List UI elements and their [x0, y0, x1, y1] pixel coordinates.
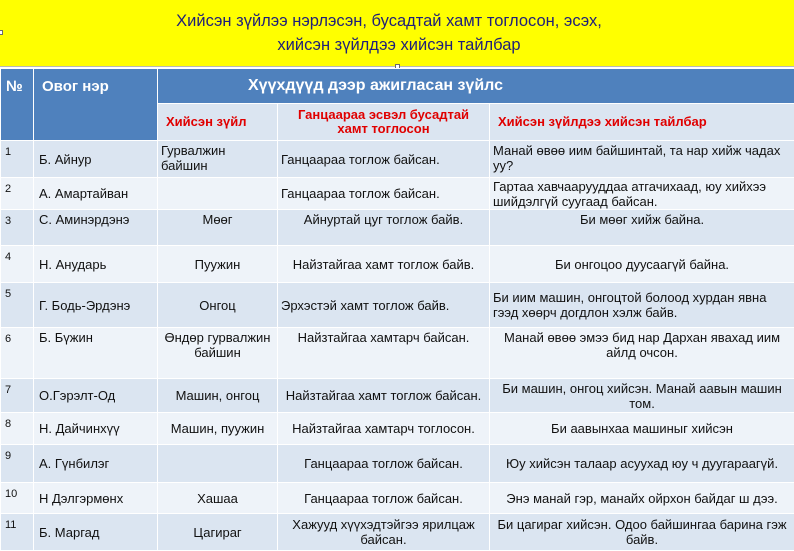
row-number: 6 — [1, 328, 34, 379]
partner-cell: Хажууд хүүхэдтэйгээ ярилцаж байсан. — [278, 514, 490, 551]
header-row — [1, 69, 794, 104]
activity-cell: Мөөг — [158, 210, 278, 246]
title-banner — [0, 0, 794, 67]
partner-cell: Айнуртай цуг тоглож байв. — [278, 210, 490, 246]
explanation-cell: Би онгоцоо дуусаагүй байна. — [490, 246, 794, 283]
child-name: Г. Бодь-Эрдэнэ — [34, 283, 158, 328]
row-number: 2 — [1, 178, 34, 210]
explanation-cell: Би иим машин, онгоцтой болоод хурдан явна гээд хөөрч догдлон хэлж байв. — [490, 283, 794, 328]
row-number: 4 — [1, 246, 34, 283]
explanation-cell: Би аавынхаа машиныг хийсэн — [490, 413, 794, 445]
partner-cell: Ганцаараа тоглож байсан. — [278, 178, 490, 210]
activity-cell: Өндөр гурвалжин байшин — [158, 328, 278, 379]
child-name: Н Дэлгэрмөнх — [34, 483, 158, 514]
activity-cell: Цагираг — [158, 514, 278, 551]
activity-cell: Хашаа — [158, 483, 278, 514]
table-row — [1, 210, 794, 246]
column-header-activity: Хийсэн зүйл — [158, 104, 278, 141]
child-name: А. Гүнбилэг — [34, 445, 158, 483]
activity-cell — [158, 445, 278, 483]
table-row — [1, 283, 794, 328]
table-row — [1, 246, 794, 283]
row-number: 10 — [1, 483, 34, 514]
explanation-cell: Би цагираг хийсэн. Одоо байшингаа барина гэж байв. — [490, 514, 794, 551]
row-number: 3 — [1, 210, 34, 246]
partner-cell: Найзтайгаа хамт тоглож байсан. — [278, 379, 490, 413]
row-number: 7 — [1, 379, 34, 413]
activity-cell: Пуужин — [158, 246, 278, 283]
explanation-cell: Би машин, онгоц хийсэн. Манай аавын машин том. — [490, 379, 794, 413]
explanation-cell: Гартаа хавчаарууддаа атгачихаад, юу хийхээ шийдэлгүй суугаад байсан. — [490, 178, 794, 210]
row-number: 5 — [1, 283, 34, 328]
child-name: Б. Айнур — [34, 141, 158, 178]
table-row — [1, 413, 794, 445]
activity-cell: Гурвалжин байшин — [158, 141, 278, 178]
table-row — [1, 141, 794, 178]
child-name: Б. Бүжин — [34, 328, 158, 379]
explanation-cell: Юу хийсэн талаар асуухад юу ч дуугараагүй. — [490, 445, 794, 483]
table-row — [1, 328, 794, 379]
column-header-partner: Ганцаараа эсвэл бусадтай хамт тоглосон — [278, 104, 490, 141]
partner-cell: Ганцаараа тоглож байсан. — [278, 141, 490, 178]
explanation-cell: Энэ манай гэр, манайх ойрхон байдаг ш дээ. — [490, 483, 794, 514]
title-line-1: Хийсэн зүйлээ нэрлэсэн, бусадтай хамт тоглосон, эсэх, — [0, 11, 786, 31]
explanation-cell: Манай өвөө иим байшинтай, та нар хийж чадах уу? — [490, 141, 794, 178]
partner-cell: Ганцаараа тоглож байсан. — [278, 445, 490, 483]
child-name: Б. Маргад — [34, 514, 158, 551]
partner-cell: Найзтайгаа хамтарч тоглосон. — [278, 413, 490, 445]
explanation-cell: Манай өвөө эмээ бид нар Дархан явахад иим айлд очсон. — [490, 328, 794, 379]
child-name: Н. Дайчинхүү — [34, 413, 158, 445]
partner-cell: Найзтайгаа хамт тоглож байв. — [278, 246, 490, 283]
activity-cell — [158, 178, 278, 210]
selection-handle-left[interactable] — [0, 30, 3, 35]
table-row — [1, 379, 794, 413]
child-name: Н. Анударь — [34, 246, 158, 283]
observation-table — [0, 68, 794, 551]
partner-cell: Эрхэстэй хамт тоглож байв. — [278, 283, 490, 328]
table-row — [1, 483, 794, 514]
child-name: С. Аминэрдэнэ — [34, 210, 158, 246]
table-row — [1, 445, 794, 483]
table-row — [1, 178, 794, 210]
column-header-name: Овог нэр — [34, 69, 158, 141]
activity-cell: Машин, пуужин — [158, 413, 278, 445]
explanation-cell: Би мөөг хийж байна. — [490, 210, 794, 246]
activity-cell: Онгоц — [158, 283, 278, 328]
child-name: А. Амартайван — [34, 178, 158, 210]
row-number: 8 — [1, 413, 34, 445]
table-row — [1, 514, 794, 551]
row-number: 9 — [1, 445, 34, 483]
activity-cell: Машин, онгоц — [158, 379, 278, 413]
row-number: 1 — [1, 141, 34, 178]
row-number: 11 — [1, 514, 34, 551]
column-header-observations: Хүүхдүүд дээр ажигласан зүйлс — [158, 69, 794, 104]
partner-cell: Ганцаараа тоглож байсан. — [278, 483, 490, 514]
column-header-number: № — [1, 69, 34, 141]
partner-cell: Найзтайгаа хамтарч байсан. — [278, 328, 490, 379]
child-name: О.Гэрэлт-Од — [34, 379, 158, 413]
title-line-2: хийсэн зүйлдээ хийсэн тайлбар — [2, 35, 794, 55]
column-header-explanation: Хийсэн зүйлдээ хийсэн тайлбар — [490, 104, 794, 141]
